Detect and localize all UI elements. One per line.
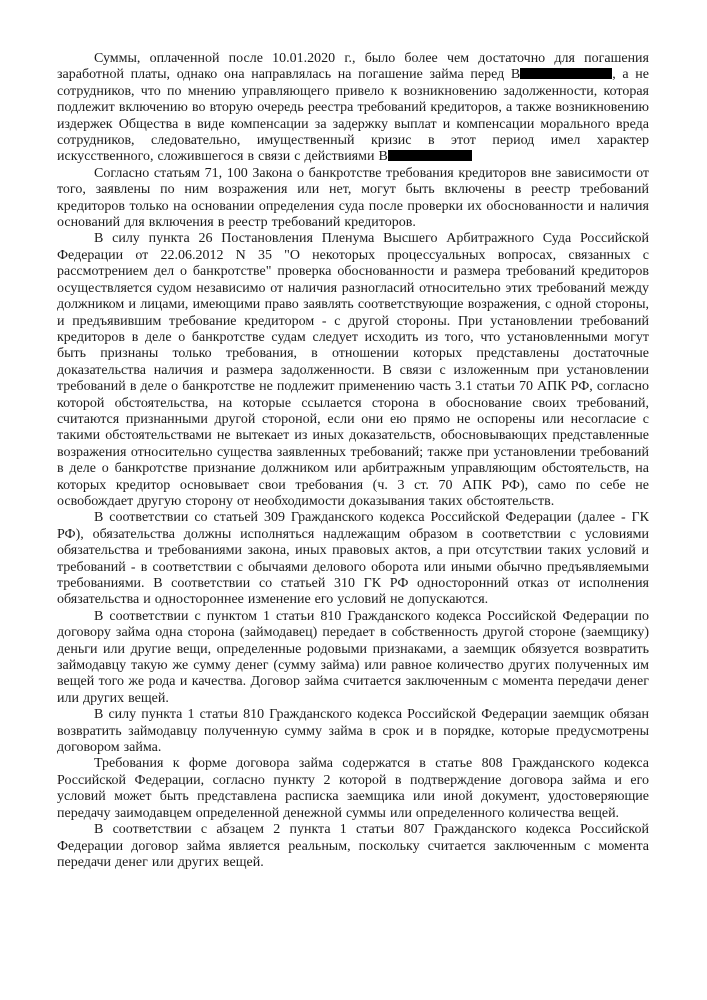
paragraph-article-810-repayment <box>57 707 649 756</box>
paragraph-plenum-point-26 <box>57 231 649 510</box>
paragraph-text: Суммы, оплаченной после 10.01.2020 г., было более чем достаточно для погашения заработной платы, однако она направлялась на погашение займа перед В <box>57 51 649 83</box>
paragraph-text: В силу пункта 1 статьи 810 Гражданского кодекса Российской Федерации заемщик обязан возвратить займодавцу полученную сумму займа в срок и в порядке, которые предусмотрены договором займа. <box>57 707 649 756</box>
paragraph-payment-sums <box>57 51 649 166</box>
paragraph-text: В соответствии с пунктом 1 статьи 810 Гражданского кодекса Российской Федерации по договору займа одна сторона (займодавец) передает в собственность другой стороне (заемщику) деньги или другие вещи, определенные родовыми признаками, а заемщик обязуется возвратить займодавцу такую же сумму денег (сумму займа) или равное количество других полученных им вещей того же рода и качества. Договор займа считается заключенным с момента передачи денег или других вещей. <box>57 608 649 706</box>
document-page <box>57 51 649 871</box>
paragraph-text: Согласно статьям 71, 100 Закона о банкротстве требования кредиторов вне зависимости от того, заявлены по ним возражения или нет, могут быть включены в реестр требований кредиторов только на основании определения суда после проверки их обоснованности и наличия оснований для включения в реестр требований кредиторов. <box>57 165 649 231</box>
paragraph-articles-71-100 <box>57 166 649 232</box>
paragraph-text: Требования к форме договора займа содержатся в статье 808 Гражданского кодекса Российской Федерации, согласно пункту 2 которой в подтверждение договора займа и его условий может быть представлена расписка заемщика или иной документ, удостоверяющие передачу заимодавцем определенной денежной суммы или определенного количества вещей. <box>57 756 649 821</box>
paragraph-text: В силу пункта 26 Постановления Пленума Высшего Арбитражного Суда Российской Федерации от 22.06.2012 N 35 "О некоторых процессуальных вопросах, связанных с рассмотрением дел о банкротстве" проверка обоснованности и размера требований кредиторов осуществляется судом независимо от наличия разногласий относительно этих требований между должником и лицами, имеющими право заявлять соответствующие возражения, с одной стороны, и предъявившим требование кредитором - с другой стороны. При установлении требований кредиторов в деле о банкротстве судам следует исходить из того, что установленными могут быть признаны только требования, в отношении которых представлены достаточные доказательства наличия и размера задолженности. В связи с изложенным при установлении требований в деле о банкротстве не подлежит применению часть 3.1 статьи 70 АПК РФ, согласно которой обстоятельства, на которые ссылается сторона в обоснование своих требований, считаются признанными другой стороной, если они ею прямо не оспорены или несогласие с такими обстоятельствами не вытекает из иных доказательств, обосновывающих представленные возражения относительно существа заявленных требований; также при установлении требований в деле о банкротстве признание должником или арбитражным управляющим обстоятельств, на которых кредитор основывает свои требования (ч. 3 ст. 70 АПК РФ), само по себе не освобождает другую сторону от необходимости доказывания таких обстоятельств. <box>57 231 649 509</box>
paragraph-text: В соответствии с абзацем 2 пункта 1 статьи 807 Гражданского кодекса Российской Федерации договор займа является реальным, поскольку считается заключенным с момента передачи денег или других вещей. <box>57 822 649 870</box>
paragraph-article-808-form <box>57 756 649 822</box>
paragraph-article-309-310 <box>57 510 649 608</box>
redaction-bar-1 <box>520 68 612 79</box>
redaction-bar-2 <box>388 150 472 161</box>
paragraph-article-807-real-contract <box>57 822 649 871</box>
paragraph-article-810-point-1 <box>57 609 649 707</box>
paragraph-text: , а не сотрудников, что по мнению управляющего привело к возникновению задолженности, которая подлежит включению во вторую очередь реестра требований кредиторов, а также возникновению издержек Общества в виде компенсации за задержку выплат и компенсации морального вреда сотрудников, следовательно, имущественный кризис в этот период имел характер искусственного, сложившегося в связи с действиями В <box>57 67 649 165</box>
paragraph-text: В соответствии со статьей 309 Гражданского кодекса Российской Федерации (далее - ГК РФ), обязательства должны исполняться надлежащим образом в соответствии с условиями обязательства и требованиями закона, иных правовых актов, а при отсутствии таких условий и требований - в соответствии с обычаями делового оборота или иными обычно предъявляемыми требованиями. В соответствии со статьей 310 ГК РФ односторонний отказ от исполнения обязательства и одностороннее изменение его условий не допускаются. <box>57 510 649 608</box>
